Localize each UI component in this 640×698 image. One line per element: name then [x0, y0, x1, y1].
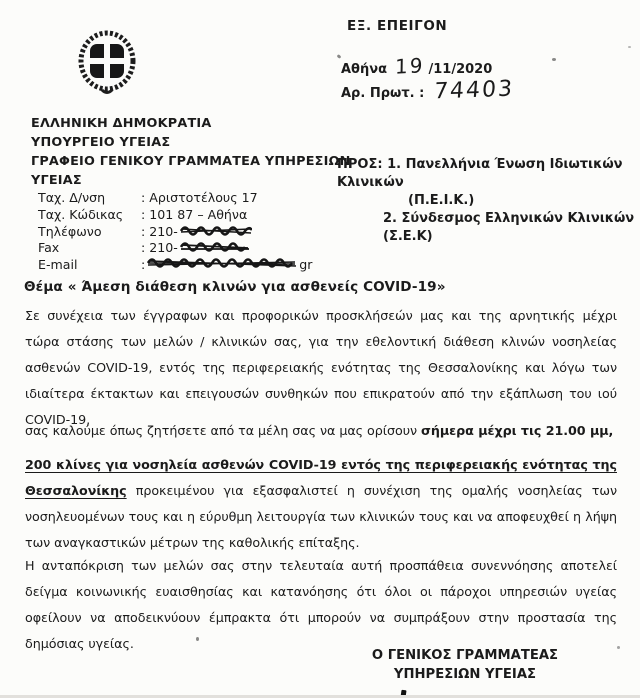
address-label: Ταχ. Δ/νση — [38, 190, 106, 205]
handwritten-protocol-number: 74403 — [433, 76, 516, 105]
p3-rest-text: προκειμένου για εξασφαλιστεί η συνέχιση της ομαλής νοσηλείας των νοσηλευομένων τους και η εύρυθμη λειτουργία των κλινικών τους και να αποφευχθεί η λήψη των αναγκαστικών μέτρων της καθολικής επίταξης. — [25, 483, 617, 550]
pen-scribble-email — [147, 257, 297, 274]
urgency-label: ΕΞ. ΕΠΕΙΓΟΝ — [347, 18, 448, 34]
fax-label: Fax — [38, 240, 60, 256]
contact-row-phone — [38, 224, 312, 241]
org-line-ministry: ΥΠΟΥΡΓΕΙΟ ΥΓΕΙΑΣ — [31, 135, 171, 150]
org-line-office: ΓΡΑΦΕΙΟ ΓΕΝΙΚΟΥ ΓΡΑΜΜΑΤΕΑ ΥΠΗΡΕΣΙΩΝ — [31, 154, 351, 169]
protocol-line — [341, 76, 516, 105]
dateline-block — [341, 53, 516, 105]
protocol-label: Αρ. Πρωτ. : — [341, 86, 425, 101]
handwritten-day: 19 — [394, 53, 425, 79]
email-label: E-mail — [38, 257, 78, 273]
scan-speck — [552, 58, 556, 61]
scan-speck — [196, 637, 199, 641]
letterhead-org-block — [31, 114, 351, 190]
date-rest: /11/2020 — [428, 62, 493, 77]
email-prefix: : — [141, 257, 146, 273]
contact-details-block — [38, 190, 312, 274]
postcode-label: Ταχ. Κώδικας — [38, 206, 124, 222]
recipient-item-2: 2. Σύνδεσμος Ελληνικών Κλινικών (Σ.Ε.Κ) — [383, 211, 635, 244]
contact-row-fax — [38, 240, 312, 257]
contact-row-address — [38, 190, 312, 207]
body-paragraph-4: Η ανταπόκριση των μελών σας στην τελευταία αυτή προσπάθεια συνεννόησης αποτελεί δείγμα κοινωνικής ευαισθησίας και κατανόησης ότι όλοι οι πάροχοι υπηρεσιών υγείας οφείλουν να αποδεικνύουν έμπρακτα ότι μπορούν να συμπράξουν στην προστασία της δημόσιας υγείας. — [25, 558, 617, 651]
postcode-value: : 101 87 – Αθήνα — [141, 206, 248, 222]
pen-scribble-fax — [180, 240, 250, 257]
body-paragraph-3 — [25, 452, 617, 556]
scan-speck — [617, 646, 620, 649]
body-paragraph-1: Σε συνέχεια των έγγραφων και προφορικών προσκλήσεών μας και της αρνητικής μέχρι τώρα στάσης των μελών / κλινικών σας, για την εθελοντική διάθεση κλινών νοσηλείας ασθενών COVID-19, εντός της περιφερειακής ενότητας της Θεσσαλονίκης και λόγω των ιδιαίτερα έκτακτων και επειγουσών συνθηκών που επικρατούν από την εξάπλωση του ιού COVID-19, — [25, 308, 617, 427]
city-label: Αθήνα — [341, 62, 388, 77]
email-suffix: gr — [299, 257, 313, 273]
p2-normal-text: σας καλούμε όπως ζητήσετε από τα μέλη σας να μας ορίσουν — [25, 423, 422, 438]
org-line-republic: ΕΛΛΗΝΙΚΗ ΔΗΜΟΚΡΑΤΙΑ — [31, 116, 212, 131]
fax-prefix: : 210- — [141, 240, 178, 256]
scan-speck — [628, 46, 631, 48]
recipient-item-1-cont: (Π.Ε.Ι.Κ.) — [408, 193, 475, 208]
p2-bold-deadline: σήμερα μέχρι τις 21.00 μμ, — [421, 423, 614, 438]
p3-bold-underlined-demand: 200 κλίνες για νοσηλεία ασθενών COVID-19 εντός της περιφερειακής ενότητας της Θεσσαλονίκης — [25, 457, 617, 498]
signatory-title-line2: ΥΠΗΡΕΣΙΩΝ ΥΓΕΙΑΣ — [393, 667, 537, 682]
subject-line: Θέμα « Άμεση διάθεση κλινών για ασθενείς COVID-19» — [24, 279, 446, 295]
recipients-block — [337, 156, 640, 246]
contact-row-postcode — [38, 207, 312, 224]
greek-coat-of-arms-icon — [76, 28, 138, 102]
date-line — [341, 53, 514, 80]
signature-block — [370, 646, 560, 684]
signatory-title-line1: Ο ΓΕΝΙΚΟΣ ΓΡΑΜΜΑΤΕΑΣ — [371, 648, 559, 663]
contact-row-email — [38, 257, 312, 274]
org-line-office-cont: ΥΓΕΙΑΣ — [31, 173, 82, 188]
phone-prefix: : 210- — [141, 223, 178, 239]
address-value: : Αριστοτέλους 17 — [141, 190, 258, 205]
recipient-item-1: ΠΡΟΣ: 1. Πανελλήνια Ένωση Ιδιωτικών Κλινικών — [337, 157, 623, 190]
pen-scribble-phone — [180, 224, 252, 241]
body-paragraph-2 — [25, 418, 617, 444]
phone-label: Τηλέφωνο — [38, 223, 102, 239]
